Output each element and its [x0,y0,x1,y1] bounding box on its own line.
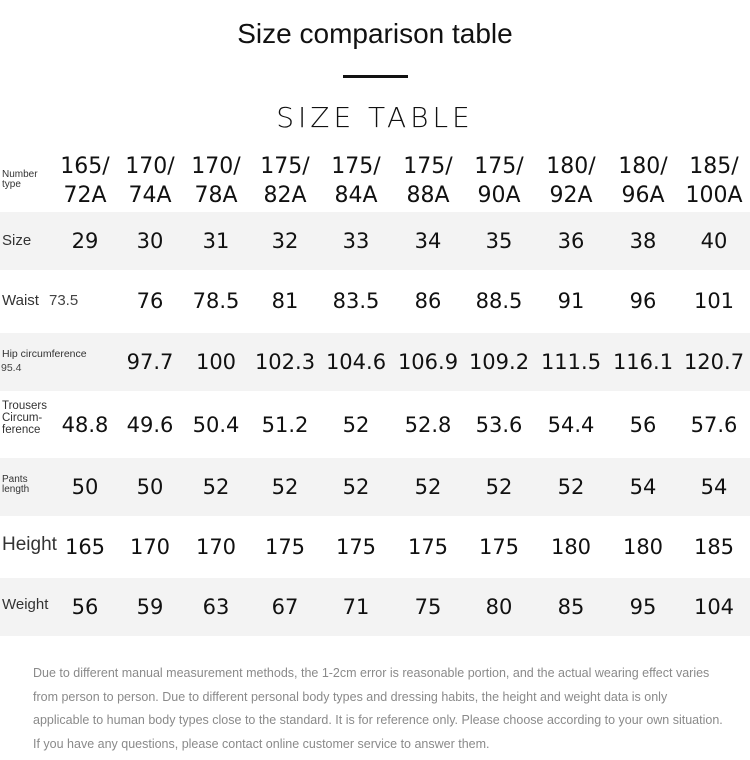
table-cell: 120.7 [683,350,745,374]
page-title: Size comparison table [237,18,513,49]
table-cell: 52 [342,413,370,437]
column-header: 165/ 72A [60,154,110,208]
table-cell: 38 [629,229,657,253]
table-cell: 80 [485,595,513,619]
column-header: 175/ 88A [403,154,453,208]
table-cell: 170 [129,535,171,559]
row-label: Trousers Circum- ference [2,400,47,436]
table-cell: 95.4 [1,362,22,374]
table-cell: 35 [485,229,513,253]
table-cell: 75 [414,595,442,619]
table-cell: 95 [629,595,657,619]
row-label: Pants length [2,474,30,495]
table-cell: 52 [557,475,585,499]
table-cell: 175 [407,535,449,559]
title-underline [343,75,408,78]
table-cell: 29 [71,229,99,253]
table-cell: 78.5 [192,289,240,313]
table-row [0,516,750,578]
table-cell: 56 [71,595,99,619]
table-cell: 86 [414,289,442,313]
row-label: Weight [2,596,49,613]
table-cell: 49.6 [126,413,174,437]
table-cell: 71 [342,595,370,619]
table-cell: 165 [64,535,106,559]
row-label: Waist [2,292,39,309]
table-cell: 48.8 [61,413,109,437]
table-cell: 53.6 [475,413,523,437]
table-cell: 63 [202,595,230,619]
column-header: 175/ 84A [331,154,381,208]
row-label: Height [2,534,57,555]
table-cell: 116.1 [612,350,674,374]
table-cell: 34 [414,229,442,253]
table-cell: 31 [202,229,230,253]
table-row [0,270,750,332]
table-cell: 109.2 [468,350,530,374]
column-header: 170/ 74A [125,154,175,208]
table-cell: 40 [700,229,728,253]
table-cell: 50 [71,475,99,499]
disclaimer-note: Due to different manual measurement methods, the 1-2cm error is reasonable portion, and the actual wearing effect varies from person to person. Due to different personal body types and dressing habits, the height and weight data is only applicable to human body types close to the standard. It is for reference only. Please choose according to your own situation. If you have any questions, please contact online customer service to answer them. [33,666,723,751]
column-header: 170/ 78A [191,154,241,208]
table-cell: 57.6 [690,413,738,437]
column-header: 180/ 92A [546,154,596,208]
table-cell: 91 [557,289,585,313]
table-cell: 32 [271,229,299,253]
table-row [0,392,750,458]
table-cell: 100 [195,350,237,374]
table-cell: 52 [271,475,299,499]
table-cell: 52 [202,475,230,499]
table-cell: 36 [557,229,585,253]
column-header: 185/ 100A [685,154,743,208]
column-header: 175/ 90A [474,154,524,208]
table-cell: 102.3 [254,350,316,374]
table-cell: 81 [271,289,299,313]
table-cell: 85 [557,595,585,619]
table-cell: 54.4 [547,413,595,437]
column-header: 175/ 82A [260,154,310,208]
table-cell: 30 [136,229,164,253]
table-cell: 101 [693,289,735,313]
table-cell: 59 [136,595,164,619]
table-cell: 88.5 [475,289,523,313]
table-cell: 104.6 [325,350,387,374]
table-cell: 76 [136,289,164,313]
table-cell: 52 [485,475,513,499]
table-cell: 52 [342,475,370,499]
table-cell: 50 [136,475,164,499]
table-cell: 54 [629,475,657,499]
table-cell: 83.5 [332,289,380,313]
table-cell: 170 [195,535,237,559]
table-cell: 111.5 [540,350,602,374]
table-cell: 52.8 [404,413,452,437]
table-cell: 106.9 [397,350,459,374]
row-label: Size [2,232,32,249]
table-cell: 185 [693,535,735,559]
table-cell: 97.7 [126,350,174,374]
table-row [0,333,750,391]
table-row [0,212,750,270]
table-cell: 33 [342,229,370,253]
table-cell: 50.4 [192,413,240,437]
table-cell: 52 [414,475,442,499]
table-cell: 67 [271,595,299,619]
table-cell: 175 [478,535,520,559]
table-cell: 180 [550,535,592,559]
table-cell: 180 [622,535,664,559]
table-row [0,458,750,516]
table-cell: 54 [700,475,728,499]
header-label: Number type [2,169,38,190]
table-cell: 175 [264,535,306,559]
table-cell: 51.2 [261,413,309,437]
table-cell: 56 [629,413,657,437]
size-table-heading: SIZE TABLE [276,101,474,134]
table-cell: 96 [629,289,657,313]
table-cell: 175 [335,535,377,559]
table-header-row [0,150,750,212]
table-cell: 104 [693,595,735,619]
column-header: 180/ 96A [618,154,668,208]
table-cell: 73.5 [49,292,79,309]
table-row [0,578,750,636]
row-label: Hip circumference [2,348,87,360]
